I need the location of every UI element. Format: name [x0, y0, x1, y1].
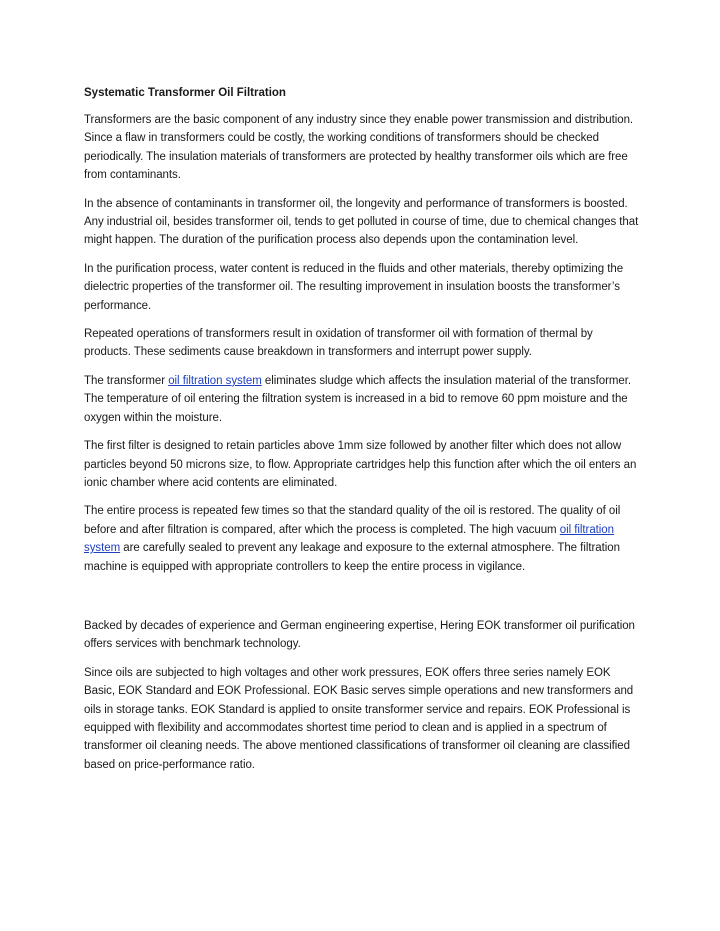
document-title: Systematic Transformer Oil Filtration	[84, 87, 286, 99]
paragraph-process-repeat	[84, 502, 640, 576]
paragraph-eok-series: Since oils are subjected to high voltages and other work pressures, EOK offers three series namely EOK Basic, EOK Standard and EOK Professional. EOK Basic serves simple operations and new transformers and oils in storage tanks. EOK Standard is applied to onsite transformer service and repairs. EOK Professional is equipped with flexibility and accommodates shortest time period to clean and is applied in a spectrum of transformer oil cleaning needs. The above mentioned classifications of transformer oil cleaning are classified based on price-performance ratio.	[84, 666, 634, 771]
paragraph-intro: Transformers are the basic component of any industry since they enable power transmission and distribution. Since a flaw in transformers could be costly, the working conditions of transformers should be checked periodically. The insulation materials of transformers are protected by healthy transformer oils which are free from contaminants.	[84, 114, 634, 182]
paragraph-oxidation: Repeated operations of transformers result in oxidation of transformer oil with formation of thermal by products. These sediments cause breakdown in transformers and interrupt power supply.	[84, 328, 593, 359]
paragraph-contaminants: In the absence of contaminants in transformer oil, the longevity and performance of transformers is boosted. Any industrial oil, besides transformer oil, tends to get polluted in course of time, due to chemical changes that might happen. The duration of the purification process also depends upon the contamination level.	[84, 197, 639, 247]
document-page	[84, 84, 640, 784]
paragraph-hering-eok: Backed by decades of experience and German engineering expertise, Hering EOK transformer oil purification offers services with benchmark technology.	[84, 619, 635, 651]
paragraph-text: The transformer	[84, 374, 169, 387]
paragraph-filtration-system	[84, 372, 640, 427]
section-spacer	[84, 586, 640, 617]
paragraph-text: eliminates sludge which affects the insulation material of the transformer. The temperature of oil entering the filtration system is increased in a bid to remove 60 ppm moisture and the oxygen within the moisture.	[84, 374, 632, 424]
paragraph-filters: The first filter is designed to retain particles above 1mm size followed by another filter which does not allow particles beyond 50 microns size, to flow. Appropriate cartridges help this function after which the oil enters an ionic chamber where acid contents are eliminated.	[84, 440, 637, 489]
paragraph-purification: In the purification process, water content is reduced in the fluids and other materials, thereby optimizing the dielectric properties of the transformer oil. The resulting improvement in insulation boosts the transformer’s performance.	[84, 262, 624, 312]
oil-filtration-system-link-2[interactable]: oil filtration system	[84, 523, 615, 555]
paragraph-text: The entire process is repeated few times so that the standard quality of the oil is restored. The quality of oil before and after filtration is compared, after which the process is completed. The high vacuum	[84, 505, 621, 536]
oil-filtration-system-link[interactable]: oil filtration system	[168, 374, 262, 387]
paragraph-text: are carefully sealed to prevent any leakage and exposure to the external atmosphere. The filtration machine is equipped with appropriate controllers to keep the entire process in vigilance.	[84, 542, 620, 573]
